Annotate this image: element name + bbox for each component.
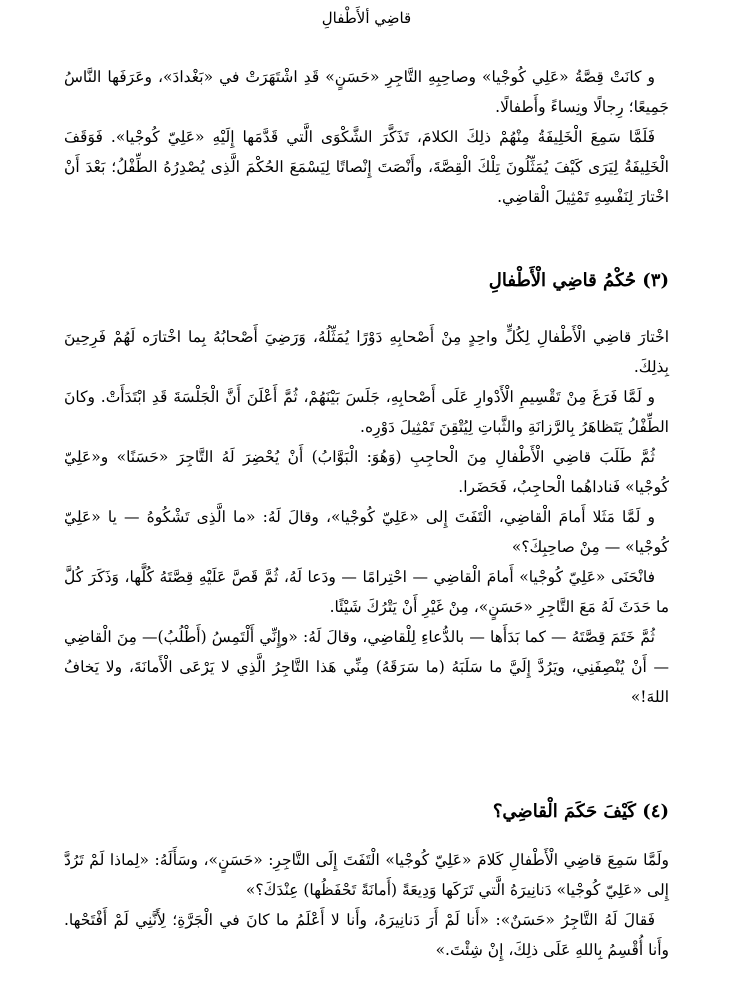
section-heading: (٤) كَيْفَ حَكَمَ الْقاضِي؟: [492, 801, 669, 822]
paragraph: فَقالَ لَهُ التَّاجِرُ «حَسَنٌ»: «أَنا لَمْ أَرَ دَنانِيرَهُ، وأَنا لا أَعْلَمُ ما كانَ في الْجَرَّةِ؛ لِأَنَّنِي لَمْ أَفْتَحْها. وأَنا أُقْسِمُ بِاللهِ عَلَى ذلِكَ، إِنْ شِئْتَ.»: [64, 911, 669, 959]
section-body: [64, 322, 669, 712]
paragraph: و كانَتْ قِصَّةُ «عَلِي كُوجْيا» وصاحِبِهِ التَّاجِرِ «حَسَنٍ» قَدِ اشْتَهَرَتْ في «بَغْدادَ»، وعَرَفَها النَّاسُ جَمِيعًا؛ رِجالًا ونِساءً وأَطفالًا.: [64, 68, 669, 116]
paragraph: ثُمَّ خَتَمَ قِصَّتَهُ — كما بَدَأَها — بالدُّعاءِ لِلْقاضِي، وقالَ لَهُ: «وإِنِّي أَلْتَمِسُ (أَطْلُبُ)— مِنَ الْقاضِي — أَنْ يُنْصِفَنِي، ويَرُدَّ إِلَيَّ ما سَلَبَهُ (ما سَرَقَهُ) مِنِّي هَذا التَّاجِرُ الَّذِي لا يَرْعَى الْأَمانَةَ، ولا يَخافُ اللهَ!»: [64, 628, 669, 706]
paragraph: و لَمَّا مَثَلا أَمامَ الْقاضِي، الْتَفَتَ إِلى «عَلِيّ كُوجْيا»، وقالَ لَهُ: «ما الَّذِى تَشْكُوهُ — يا «عَلِيّ كُوجْيا» — مِنْ صاحِبِكَ؟»: [64, 508, 669, 556]
running-title: قاضِي ألأَطْفالِ: [321, 9, 412, 27]
paragraph: ثُمَّ طَلَبَ قاضِي الْأَطْفالِ مِنَ الْحاجِبِ (وَهُوَ: الْبَوَّابُ) أَنْ يُحْضِرَ لَهُ التَّاجِرَ «حَسَنًا» و«عَلِيّ كُوجْيا» فَناداهُما الْحاجِبُ، فَحَضَرا.: [64, 448, 669, 496]
paragraph: و لَمَّا فَرَغَ مِنْ تَقْسِيمِ الْأَدْوارِ عَلَى أَصْحابِهِ، جَلَسَ بَيْنَهُمْ، ثُمَّ أَعْلَنَ أَنَّ الْجَلْسَةَ قَدِ ابْتَدَأَتْ. وكانَ الطِّفْلُ يَتَظاهَرُ بِالرَّزانَةِ والثَّباتِ لِيُتْقِنَ تَمْثِيلَ دَوْرِه.: [64, 388, 669, 436]
paragraph: فانْحَنَى «عَلِيّ كُوجْيا» أَمامَ الْقاضِي — احْتِرامًا — ودَعا لَهُ، ثُمَّ قَصَّ عَلَيْهِ قِصَّتَهُ كُلَّها، وَذَكَرَ كُلَّ ما حَدَثَ لَهُ مَعَ التَّاجِرِ «حَسَنٍ»، مِنْ غَيْرِ أَنْ يَتْرُكَ شَيْئًا.: [64, 568, 669, 616]
paragraph: ولَمَّا سَمِعَ قاضِي الْأَطْفالِ كَلامَ «عَلِيّ كُوجْيا» الْتَفَتَ إِلَى التَّاجِرِ: «حَسَنٍ»، وسَأَلَهُ: «لِماذا لَمْ تَرُدَّ إِلى «عَلِيّ كُوجْيا» دَنانِيرَهُ الَّتي تَرَكَها وَدِيعَةً (أَمانَةً تَحْفَظُها) عِنْدَكَ؟»: [64, 851, 669, 899]
intro-section: [64, 62, 669, 212]
section-heading: (٣) حُكْمُ قاضِي الْأَطْفالِ: [488, 270, 669, 291]
paragraph: اخْتارَ قاضِي الْأَطْفالِ لِكُلٍّ واحِدٍ مِنْ أَصْحابِهِ دَوْرًا يُمَثِّلُهُ، وَرَضِيَ أَصْحابُهُ بِما اخْتارَه لَهُمْ فَرِحِينَ بِذلِكَ.: [64, 328, 669, 376]
paragraph: فَلَمَّا سَمِعَ الْخَلِيفَةُ مِنْهُمْ ذلِكَ الكلامَ، تَذَكَّرَ الشَّكْوَى الَّتي قَدَّمَها إِلَيْهِ «عَلِيّ كُوجْيا». فَوَقَفَ الْخَلِيفَةُ لِيَرَى كَيْفَ يُمَثِّلُونَ تِلْكَ الْقِصَّةَ، وأَنْصَتَ إِنْصاتًا لِيَسْمَعَ الحُكْمَ الَّذِى يُصْدِرُهُ الطِّفْلُ؛ بَعْدَ أَنْ اخْتارَ لِنَفْسِهِ تَمْثِيلَ الْقاضِي.: [64, 128, 669, 206]
section-body: [64, 845, 669, 965]
